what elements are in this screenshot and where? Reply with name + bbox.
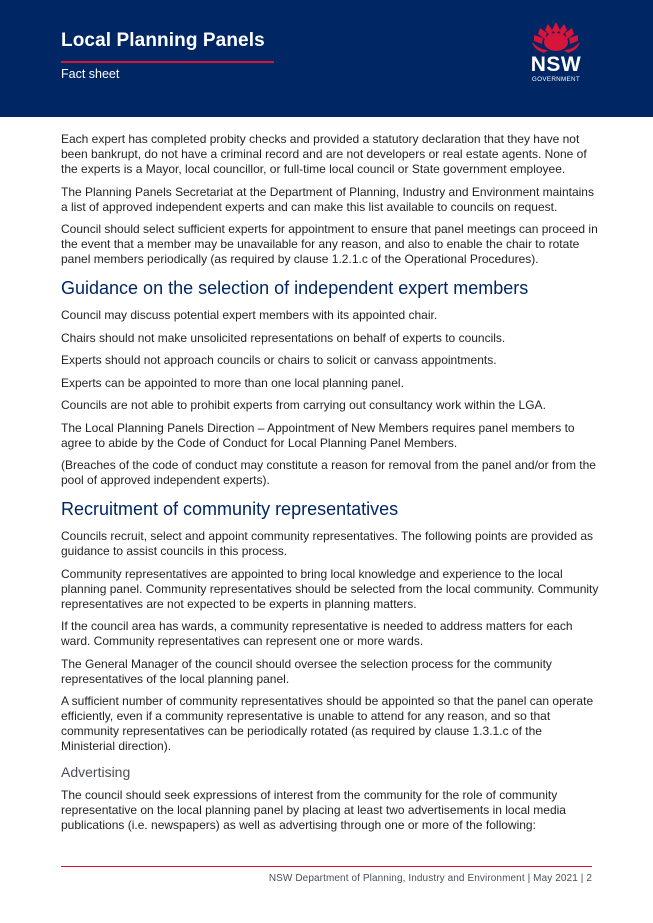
title-underline	[61, 61, 274, 63]
section-heading: Guidance on the selection of independent expert members	[61, 278, 529, 298]
footer-divider	[61, 866, 592, 867]
paragraph: The General Manager of the council should oversee the selection process for the community representatives of the local planning panel.	[61, 656, 552, 686]
logo-subtext: GOVERNMENT	[531, 76, 581, 83]
paragraph: If the council area has wards, a community representative is needed to address matters for each ward. Community representatives can represent one or more wards.	[61, 619, 573, 648]
document-body	[61, 132, 599, 841]
nsw-government-logo	[524, 20, 588, 84]
paragraph: The Planning Panels Secretariat at the Department of Planning, Industry and Environment maintains a list of approved independent experts and can make this list available to councils on request.	[61, 184, 594, 214]
paragraph: (Breaches of the code of conduct may constitute a reason for removal from the panel and/or from the pool of approved independent experts).	[61, 458, 596, 487]
paragraph: Councils are not able to prohibit experts from carrying out consultancy work within the LGA.	[61, 398, 546, 412]
paragraph: Councils recruit, select and appoint community representatives. The following points are provided as guidance to assist councils in this process.	[61, 529, 594, 558]
paragraph: Experts should not approach councils or chairs to solicit or canvass appointments.	[61, 353, 497, 367]
section-heading: Recruitment of community representatives	[61, 499, 399, 519]
waratah-icon	[526, 20, 586, 54]
logo-wordmark: NSW	[530, 53, 582, 76]
document-title: Local Planning Panels	[61, 30, 265, 51]
paragraph: Community representatives are appointed to bring local knowledge and experience to the local planning panel. Community representatives should be selected from the local community. Community representatives are not expected to be experts in planning matters.	[61, 566, 599, 611]
paragraph: The Local Planning Panels Direction – Appointment of New Members requires panel members to agree to abide by the Code of Conduct for Local Planning Panel Members.	[61, 420, 575, 450]
page-footer: NSW Department of Planning, Industry and Environment | May 2021 | 2	[268, 873, 592, 884]
document-subtitle: Fact sheet	[61, 67, 120, 81]
paragraph: Chairs should not make unsolicited representations on behalf of experts to councils.	[61, 330, 506, 345]
paragraph: The council should seek expressions of interest from the community for the role of community representative on the local planning panel by placing at least two advertisements in local media publications (i.e. newspapers) as well as advertising through one or more of the following:	[61, 788, 566, 832]
paragraph: Council may discuss potential expert members with its appointed chair.	[61, 308, 438, 322]
subsection-heading: Advertising	[61, 764, 131, 780]
paragraph: Experts can be appointed to more than one local planning panel.	[61, 375, 404, 390]
paragraph: Each expert has completed probity checks and provided a statutory declaration that they have not been bankrupt, do not have a criminal record and are not developers or real estate agents. None of the experts is a Mayor, local councillor, or full-time local council or State government employee.	[61, 132, 587, 176]
page-header	[0, 0, 653, 117]
paragraph: Council should select sufficient experts for appointment to ensure that panel meetings can proceed in the event that a member may be unavailable for any reason, and also to enable the chair to rotate panel members periodically (as required by clause 1.2.1.c of the Operational Procedures).	[61, 222, 598, 266]
paragraph: A sufficient number of community representatives should be appointed so that the panel can operate efficiently, even if a community representative is unable to attend for any reason, and so that community representatives can be periodically rotated (as required by clause 1.3.1.c of the Ministerial direction).	[61, 694, 594, 753]
